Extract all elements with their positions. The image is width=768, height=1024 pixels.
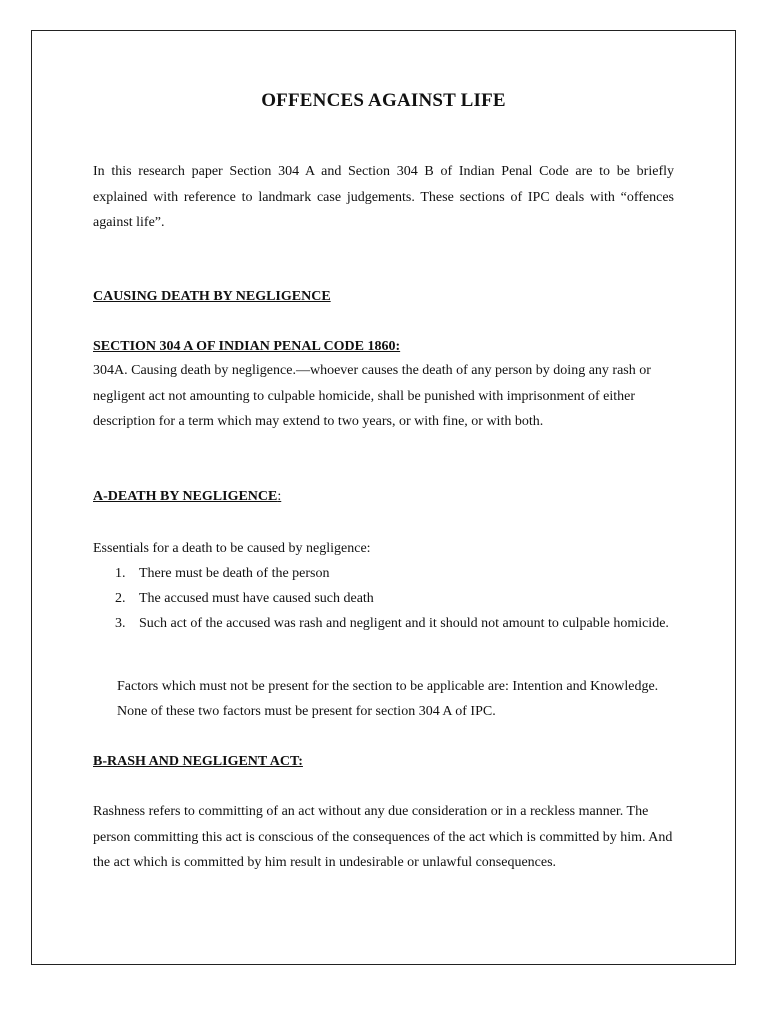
list-item bbox=[115, 611, 675, 636]
rashness-paragraph: Rashness refers to committing of an act without any due consideration or in a reckless manner. The person committing this act is conscious of the consequences of the act which is committed by him. And the act which is committed by him result in undesirable or unlawful consequences. bbox=[93, 804, 673, 870]
heading-causing-death: CAUSING DEATH BY NEGLIGENCE bbox=[93, 289, 331, 304]
intro-paragraph: In this research paper Section 304 A and Section 304 B of Indian Penal Code are to be briefly explained with reference to landmark case judgements. These sections of IPC deals with “offences against life”. bbox=[93, 164, 674, 230]
list-item bbox=[115, 586, 675, 611]
heading-rash-negligent-act: B-RASH AND NEGLIGENT ACT: bbox=[93, 754, 303, 769]
heading-a-death-by-negligence bbox=[93, 487, 281, 507]
heading-section-304a: SECTION 304 A OF INDIAN PENAL CODE 1860: bbox=[93, 339, 401, 354]
list-item-number: 1. bbox=[115, 566, 126, 581]
essentials-list bbox=[115, 561, 675, 636]
section-304a-paragraph: 304A. Causing death by negligence.—whoever causes the death of any person by doing any rash or negligent act not amounting to culpable homicide, shall be punished with imprisonment of either description for a term which may extend to two years, or with fine, or with both. bbox=[93, 363, 651, 429]
document-title: OFFENCES AGAINST LIFE bbox=[261, 90, 506, 111]
heading-a-death-colon: : bbox=[277, 489, 282, 504]
list-item-text: Such act of the accused was rash and negligent and it should not amount to culpable homicide. bbox=[139, 616, 669, 631]
list-item-text: The accused must have caused such death bbox=[139, 591, 374, 606]
heading-a-death-label: A-DEATH BY NEGLIGENCE bbox=[93, 489, 278, 504]
list-item bbox=[115, 561, 675, 586]
list-item-text: There must be death of the person bbox=[139, 566, 330, 581]
list-item-number: 3. bbox=[115, 616, 126, 631]
list-item-number: 2. bbox=[115, 591, 126, 606]
essentials-intro: Essentials for a death to be caused by negligence: bbox=[93, 541, 371, 556]
factors-paragraph: Factors which must not be present for the section to be applicable are: Intention and Knowledge. None of these two factors must be present for section 304 A of IPC. bbox=[117, 679, 659, 719]
